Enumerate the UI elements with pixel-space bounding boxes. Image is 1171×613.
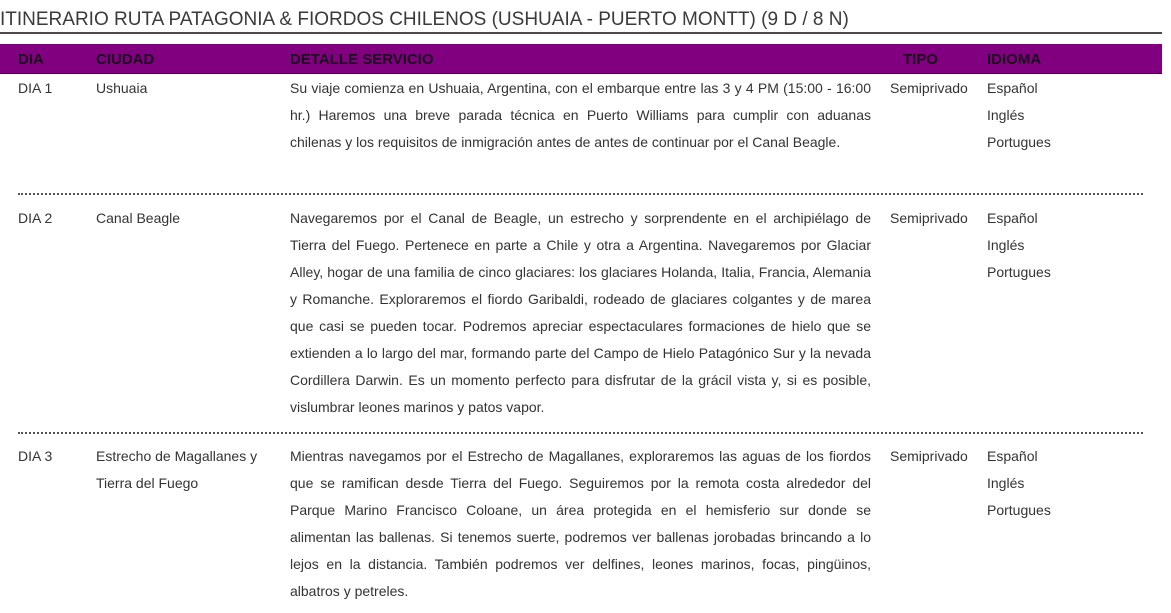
row-idioma [987, 75, 1107, 156]
header-ciudad: CIUDAD [96, 51, 155, 68]
row-idioma [987, 443, 1107, 524]
header-dia: DIA [18, 51, 44, 68]
idioma-item: Portugues [987, 264, 1051, 280]
idioma-item: Español [987, 80, 1038, 96]
row-ciudad: Estrecho de Magallanes y Tierra del Fuego [96, 448, 258, 491]
row-ciudad: Canal Beagle [96, 210, 181, 226]
title-divider [0, 32, 1162, 34]
idioma-item: Español [987, 448, 1038, 464]
row-detalle: Navegaremos por el Canal de Beagle, un estrecho y sorprendente en el archipiélago de Tierra del Fuego. Pertenece en parte a Chile y otra a Argentina. Navegaremos por Glaciar Alley, hogar de una familia de cinco glaciares: los glaciares Holanda, Italia, Francia, Alemania y Romanche. Exploraremos el fiordo Garibaldi, rodeado de glaciares colgantes y de marea que casi se pueden tocar. Podremos apreciar espectaculares formaciones de hielo que se extienden a lo largo del mar, formando parte del Campo de Hielo Patagónico Sur y la nevada Cordillera Darwin. Es un momento perfecto para disfrutar de la grácil vista y, si es posible, vislumbrar leones marinos y patos vapor. [290, 210, 871, 415]
header-idioma: IDIOMA [987, 51, 1042, 68]
row-dia: DIA 3 [18, 448, 53, 464]
header-tipo: TIPO [903, 51, 939, 68]
table-row [0, 194, 1162, 432]
row-tipo: Semiprivado [890, 210, 968, 226]
row-detalle: Mientras navegamos por el Estrecho de Magallanes, exploraremos las aguas de los fiordos que se ramifican desde Tierra del Fuego. Seguiremos por la remota costa alrededor del Parque Marino Francisco Coloane, un área protegida en el hemisferio sur donde se alimentan las ballenas. Si tenemos suerte, podremos ver ballenas jorobadas brincando a lo lejos en la distancia. También podremos ver delfines, leones marinos, focas, pingüinos, albatros y petreles. [290, 448, 871, 599]
idioma-item: Portugues [987, 134, 1051, 150]
idioma-item: Inglés [987, 237, 1025, 253]
row-tipo: Semiprivado [890, 80, 968, 96]
idioma-item: Portugues [987, 502, 1051, 518]
row-dia: DIA 1 [18, 80, 53, 96]
table-row [0, 74, 1162, 194]
idioma-item: Inglés [987, 107, 1025, 123]
row-dia: DIA 2 [18, 210, 53, 226]
idioma-item: Español [987, 210, 1038, 226]
header-detalle: DETALLE SERVICIO [290, 51, 434, 68]
row-idioma [987, 205, 1107, 286]
row-tipo: Semiprivado [890, 448, 968, 464]
table-header [0, 44, 1162, 74]
row-ciudad: Ushuaia [96, 80, 148, 96]
table-row [0, 432, 1162, 612]
page-title: ITINERARIO RUTA PATAGONIA & FIORDOS CHILENOS (USHUAIA - PUERTO MONTT) (9 D / 8 N) [0, 9, 849, 30]
idioma-item: Inglés [987, 475, 1025, 491]
itinerary-table [0, 44, 1162, 612]
row-detalle: Su viaje comienza en Ushuaia, Argentina, con el embarque entre las 3 y 4 PM (15:00 - 16:00 hr.) Haremos una breve parada técnica en Puerto Williams para cumplir con aduanas chilenas y los requisitos de inmigración antes de antes de continuar por el Canal Beagle. [290, 80, 871, 150]
